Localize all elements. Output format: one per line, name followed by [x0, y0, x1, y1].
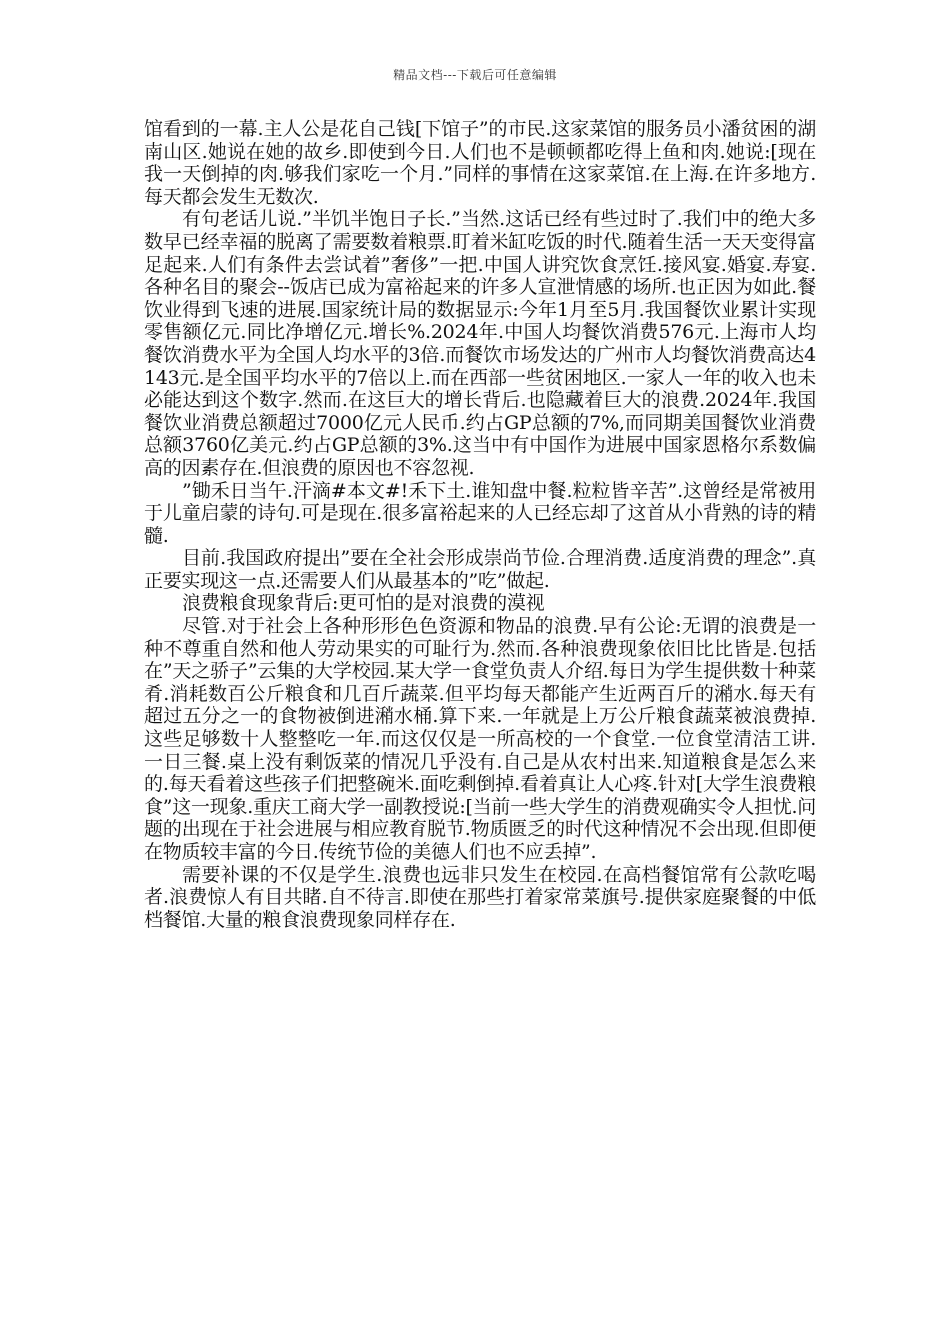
paragraph: 有句老话儿说.”半饥半饱日子长.”当然.这话已经有些过时了.我们中的绝大多数早已经幸福的脱离了需要数着粮票.盯着米缸吃饭的时代.随着生活一天天变得富足起来.人们有条件去尝试着”奢侈”一把.中国人讲究饮食烹饪.接风宴.婚宴.寿宴.各种名目的聚会--饭店已成为富裕起来的许多人宣泄情感的场所.也正因为如此.餐饮业得到飞速的进展.国家统计局的数据显示:今年1月至5月.我国餐饮业累计实现零售额亿元.同比净增亿元.增长%.2024年.中国人均餐饮消费576元.上海市人均餐饮消费水平为全国人均水平的3倍.而餐饮市场发达的广州市人均餐饮消费高达4143元.是全国平均水平的7倍以上.而在西部一些贫困地区.一家人一年的收入也未必能达到这个数字.然而.在这巨大的增长背后.也隐藏着巨大的浪费.2024年.我国餐饮业消费总额超过7000亿元人民币.约占GP总额的7%,而同期美国餐饮业消费总额3760亿美元.约占GP总额的3%.这当中有中国作为进展中国家恩格尔系数偏高的因素存在.但浪费的原因也不容忽视.: [144, 208, 816, 479]
document-body: [144, 118, 816, 931]
paragraph: 馆看到的一幕.主人公是花自己钱[下馆子”的市民.这家菜馆的服务员小潘贫困的湖南山区.她说在她的故乡.即使到今日.人们也不是顿顿都吃得上鱼和肉.她说:[现在我一天倒掉的肉.够我们家吃一个月.”同样的事情在这家菜馆.在上海.在许多地方.每天都会发生无数次.: [144, 118, 816, 208]
paragraph: 需要补课的不仅是学生.浪费也远非只发生在校园.在高档餐馆常有公款吃喝者.浪费惊人有目共睹.自不待言.即使在那些打着家常菜旗号.提供家庭聚餐的中低档餐馆.大量的粮食浪费现象同样存在.: [144, 863, 816, 931]
page-header: 精品文档---下载后可任意编辑: [393, 68, 557, 82]
paragraph: ”锄禾日当午.汗滴#本文#!禾下土.谁知盘中餐.粒粒皆辛苦”.这曾经是常被用于儿童启蒙的诗句.可是现在.很多富裕起来的人已经忘却了这首从小背熟的诗的精髓.: [144, 479, 816, 547]
paragraph: 目前.我国政府提出”要在全社会形成崇尚节俭.合理消费.适度消费的理念”.真正要实现这一点.还需要人们从最基本的”吃”做起.: [144, 547, 816, 592]
section-heading: 浪费粮食现象背后:更可怕的是对浪费的漠视: [182, 592, 545, 615]
paragraph: 尽管.对于社会上各种形形色色资源和物品的浪费.早有公论:无谓的浪费是一种不尊重自然和他人劳动果实的可耻行为.然而.各种浪费现象依旧比比皆是.包括在”天之骄子”云集的大学校园.某大学一食堂负责人介绍.每日为学生提供数十种菜肴.消耗数百公斤粮食和几百斤蔬菜.但平均每天都能产生近两百斤的潲水.每天有超过五分之一的食物被倒进潲水桶.算下来.一年就是上万公斤粮食蔬菜被浪费掉.这些足够数十人整整吃一年.而这仅仅是一所高校的一个食堂.一位食堂清洁工讲.一日三餐.桌上没有剩饭菜的情况几乎没有.自己是从农村出来.知道粮食是怎么来的.每天看着这些孩子们把整碗米.面吃剩倒掉.看着真让人心疼.针对[大学生浪费粮食”这一现象.重庆工商大学一副教授说:[当前一些大学生的消费观确实令人担忧.问题的出现在于社会进展与相应教育脱节.物质匮乏的时代这种情况不会出现.但即便在物质较丰富的今日.传统节俭的美德人们也不应丢掉”.: [144, 615, 816, 863]
